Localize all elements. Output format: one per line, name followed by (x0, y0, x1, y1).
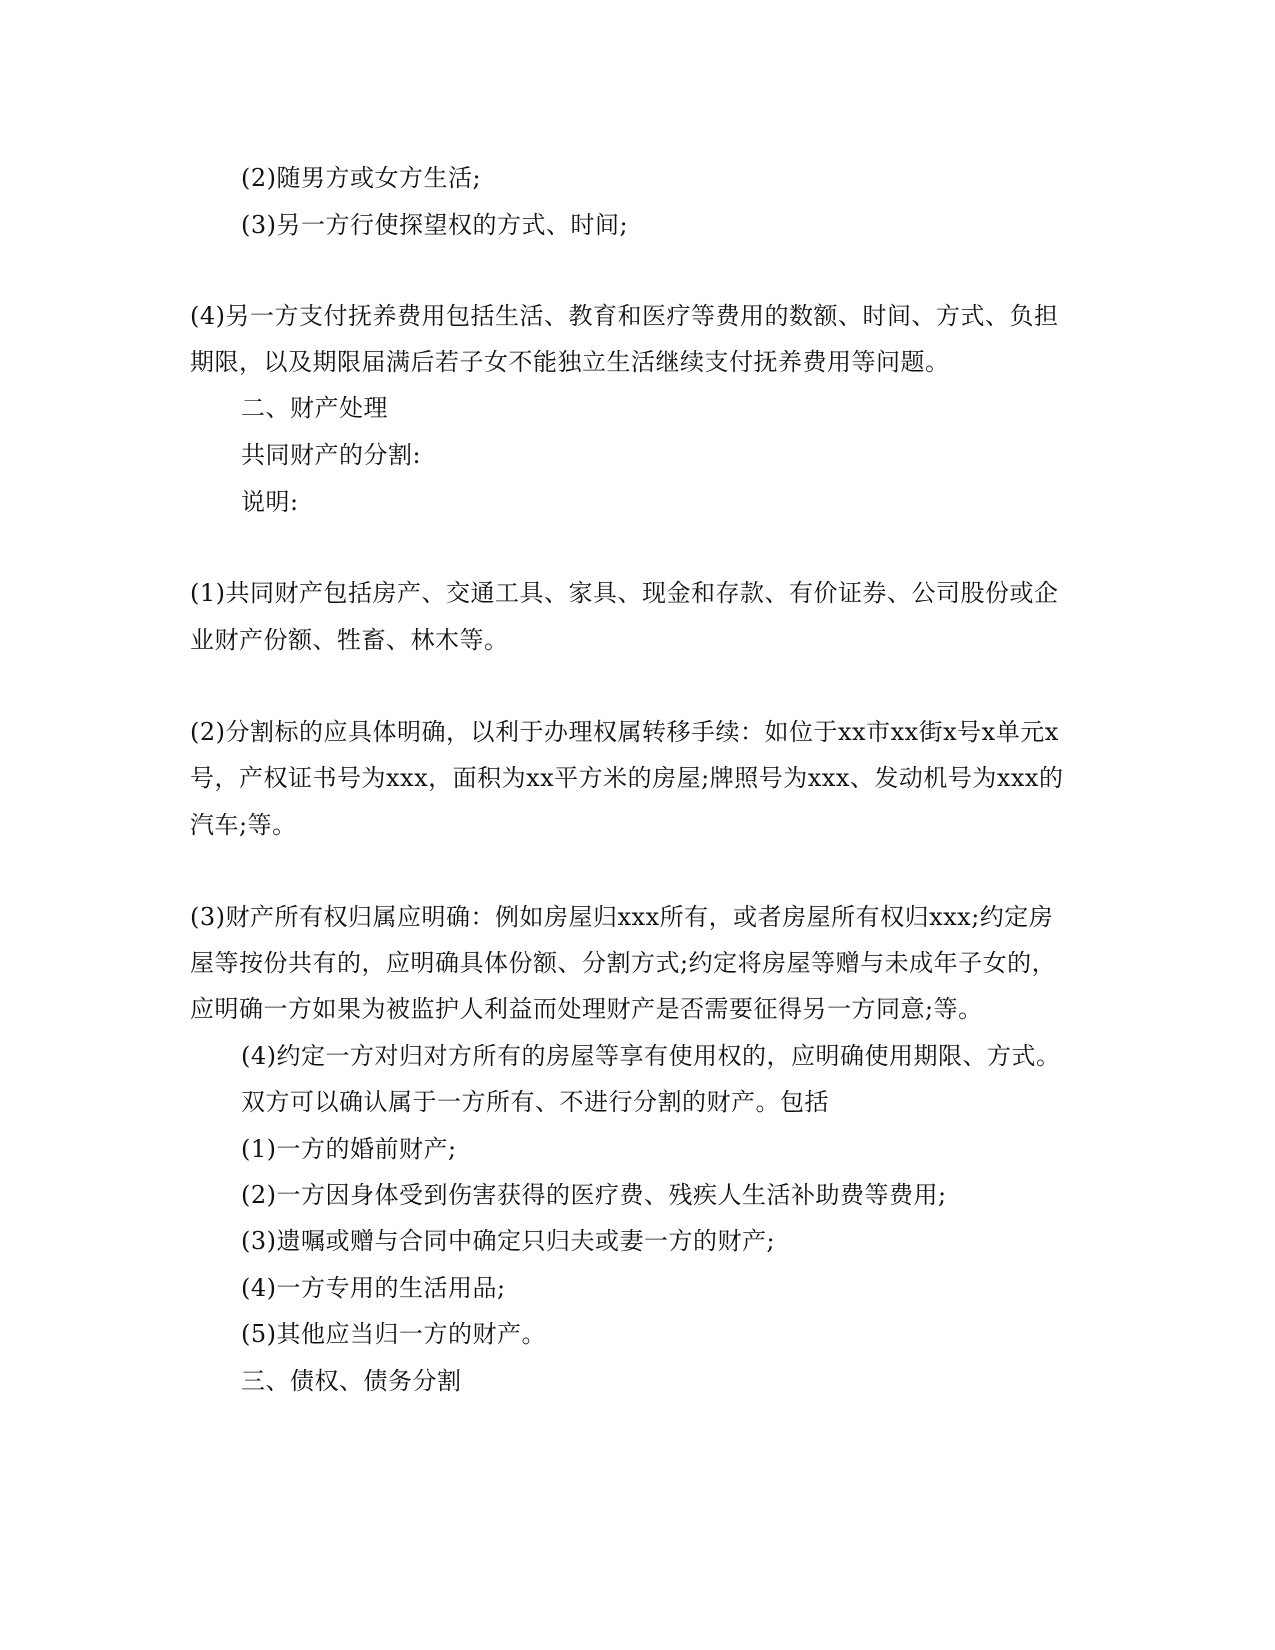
list-item-child-living: (2)随男方或女方生活; (241, 164, 482, 192)
list-item-personal-use: (4)一方专用的生活用品; (241, 1274, 506, 1302)
paragraph-item4: (4)约定一方对归对方所有的房屋等享有使用权的，应明确使用期限、方式。 (241, 1042, 1061, 1070)
paragraph-item2-line-2: 号，产权证书号为xxx，面积为xx平方米的房屋;牌照号为xxx、发动机号为xxx的 (190, 764, 1064, 792)
paragraph-item2-line-3: 汽车;等。 (190, 811, 297, 839)
paragraph-support-line-2: 期限，以及期限届满后若子女不能独立生活继续支付抚养费用等问题。 (190, 348, 950, 376)
list-item-will-gift: (3)遗嘱或赠与合同中确定只归夫或妻一方的财产; (241, 1227, 776, 1255)
section-heading-property: 二、财产处理 (241, 394, 388, 422)
paragraph-item3-line-3: 应明确一方如果为被监护人利益而处理财产是否需要征得另一方同意;等。 (190, 995, 983, 1023)
label-explanation: 说明: (241, 488, 299, 516)
paragraph-item1-line-2: 业财产份额、牲畜、林木等。 (190, 626, 509, 654)
paragraph-item2-line-1: (2)分割标的应具体明确，以利于办理权属转移手续：如位于xx市xx街x号x单元x (190, 718, 1059, 746)
list-item-premarital: (1)一方的婚前财产; (241, 1135, 457, 1163)
list-item-other: (5)其他应当归一方的财产。 (241, 1320, 546, 1348)
subheading-common-property: 共同财产的分割: (241, 441, 422, 469)
list-item-injury-compensation: (2)一方因身体受到伤害获得的医疗费、残疾人生活补助费等费用; (241, 1181, 947, 1209)
list-item-visitation: (3)另一方行使探望权的方式、时间; (241, 211, 629, 239)
paragraph-item3-line-2: 屋等按份共有的，应明确具体份额、分割方式;约定将房屋等赠与未成年子女的， (190, 949, 1057, 977)
paragraph-item3-line-1: (3)财产所有权归属应明确：例如房屋归xxx所有，或者房屋所有权归xxx;约定房 (190, 903, 1054, 931)
paragraph-item1-line-1: (1)共同财产包括房产、交通工具、家具、现金和存款、有价证券、公司股份或企 (190, 579, 1059, 607)
section-heading-debts: 三、债权、债务分割 (241, 1367, 462, 1395)
paragraph-separate-property: 双方可以确认属于一方所有、不进行分割的财产。包括 (241, 1088, 829, 1116)
paragraph-support-line-1: (4)另一方支付抚养费用包括生活、教育和医疗等费用的数额、时间、方式、负担 (190, 302, 1059, 330)
